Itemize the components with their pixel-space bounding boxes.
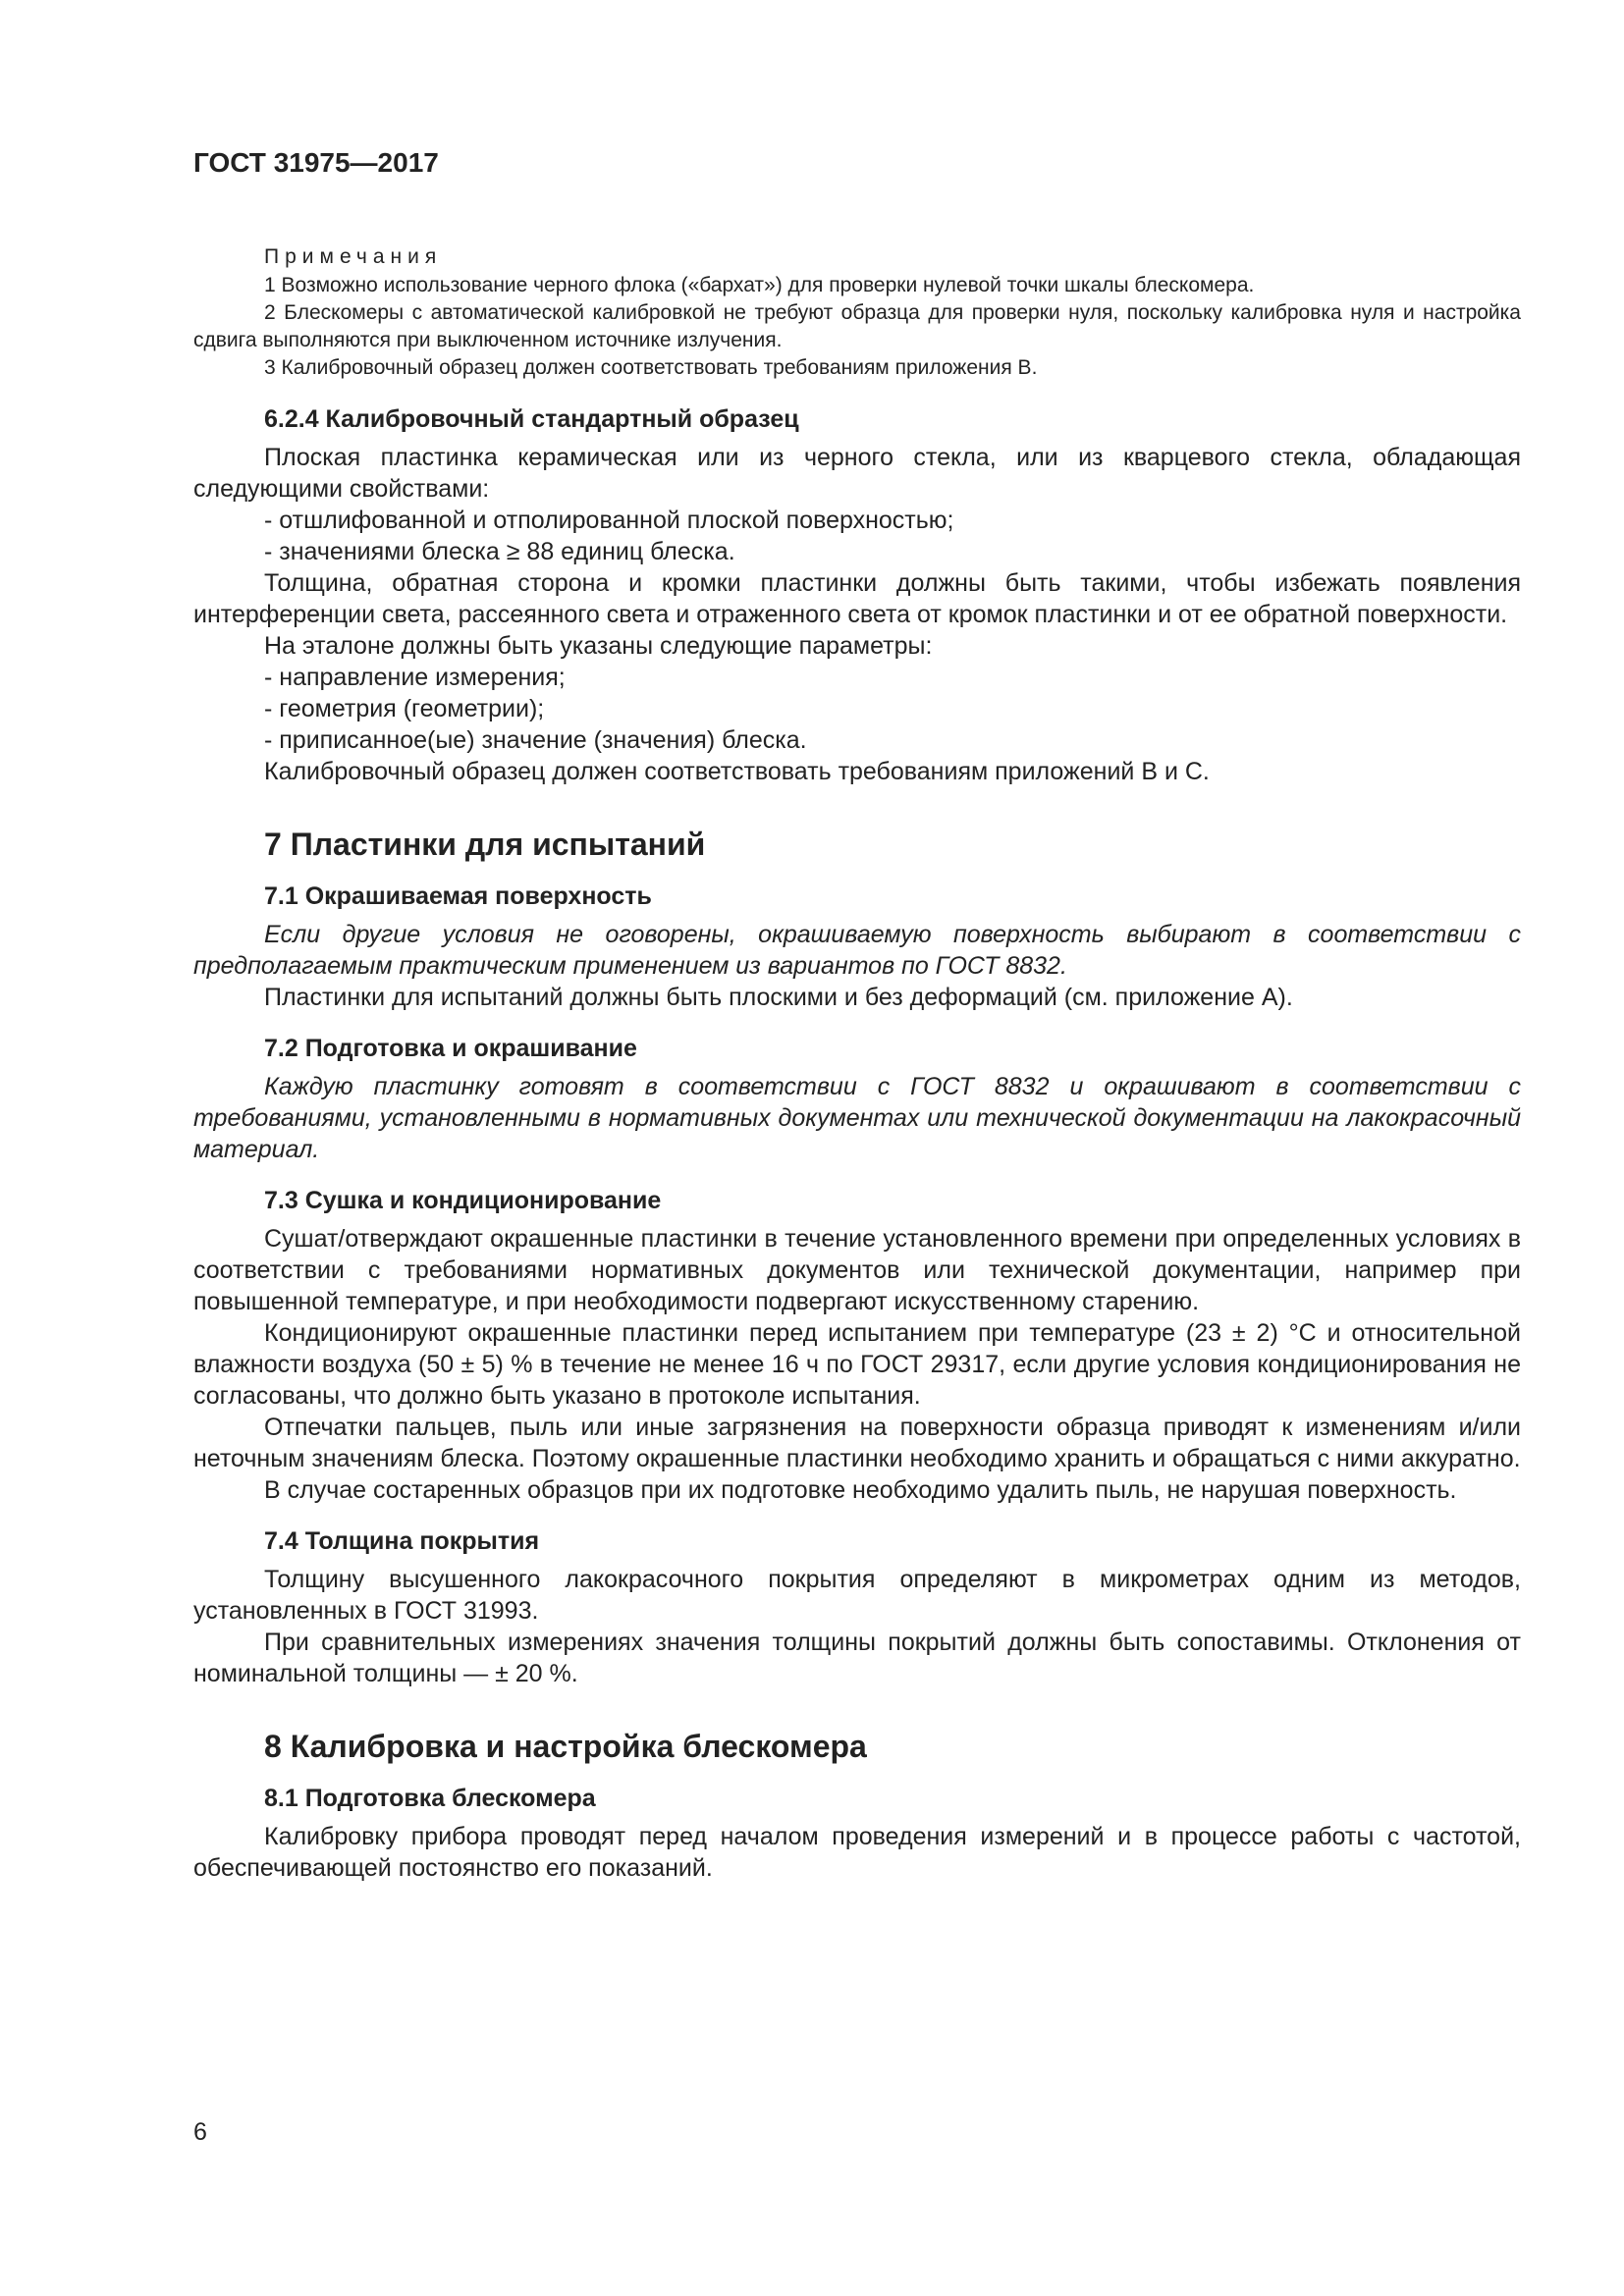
paragraph: Калибровочный образец должен соответствовать требованиям приложений В и С. [264,758,1210,785]
paragraph: Если другие условия не оговорены, окрашиваемую поверхность выбирают в соответствии с предполагаемым практическим применением из вариантов по ГОСТ 8832. [193,921,1521,980]
paragraph: На эталоне должны быть указаны следующие параметры: [264,632,933,660]
note-item: 2 Блескомеры с автоматической калибровкой не требуют образца для проверки нуля, поскольку калибровка нуля и настройка сдвига выполняются при выключенном источнике излучения. [193,301,1521,351]
paragraph: Отпечатки пальцев, пыль или иные загрязнения на поверхности образца приводят к изменениям и/или неточным значениям блеска. Поэтому окрашенные пластинки необходимо хранить и обращаться с ними аккуратно. [193,1414,1521,1472]
document-code: ГОСТ 31975—2017 [193,147,439,178]
section-heading-7: 7 Пластинки для испытаний [264,827,706,862]
section-heading-8-1: 8.1 Подготовка блескомера [264,1785,596,1812]
paragraph: Каждую пластинку готовят в соответствии с ГОСТ 8832 и окрашивают в соответствии с требованиями, установленными в нормативных документах или технической документации на лакокрасочный материал. [193,1073,1521,1163]
section-heading-6-2-4: 6.2.4 Калибровочный стандартный образец [264,405,799,433]
section-heading-8: 8 Калибровка и настройка блескомера [264,1729,867,1764]
paragraph: Калибровку прибора проводят перед началом проведения измерений и в процессе работы с частотой, обеспечивающей постоянство его показаний. [193,1823,1521,1882]
notes-title: Примечания [264,245,443,268]
paragraph: Кондиционируют окрашенные пластинки перед испытанием при температуре (23 ± 2) °С и относительной влажности воздуха (50 ± 5) % в течение не менее 16 ч по ГОСТ 29317, если другие условия кондиционирования не согласованы, что должно быть указано в протоколе испытания. [193,1319,1521,1410]
note-item: 3 Калибровочный образец должен соответствовать требованиям приложения В. [264,356,1038,379]
list-item: - приписанное(ые) значение (значения) блеска. [264,726,807,754]
paragraph: Плоская пластинка керамическая или из черного стекла, или из кварцевого стекла, обладающая следующими свойствами: [193,444,1521,503]
paragraph: Сушат/отверждают окрашенные пластинки в течение установленного времени при определенных условиях в соответствии с требованиями нормативных документов или технической документации, например при повышенной температуре, и при необходимости подвергают искусственному старению. [193,1225,1521,1315]
notes-block [193,245,1521,382]
section-heading-7-3: 7.3 Сушка и кондиционирование [264,1187,662,1214]
paragraph: При сравнительных измерениях значения толщины покрытий должны быть сопоставимы. Отклонения от номинальной толщины — ± 20 %. [193,1629,1521,1687]
page-number: 6 [193,2118,207,2146]
note-item: 1 Возможно использование черного флока («бархат») для проверки нулевой точки шкалы блескомера. [264,274,1255,296]
list-item: - значениями блеска ≥ 88 единиц блеска. [264,538,735,565]
paragraph: Толщина, обратная сторона и кромки пластинки должны быть такими, чтобы избежать появления интерференции света, рассеянного света и отраженного света от кромок пластинки и от ее обратной поверхности. [193,569,1521,628]
list-item: - отшлифованной и отполированной плоской поверхностью; [264,507,954,534]
section-heading-7-1: 7.1 Окрашиваемая поверхность [264,882,652,910]
paragraph: В случае состаренных образцов при их подготовке необходимо удалить пыль, не нарушая поверхность. [264,1476,1457,1504]
document-page [193,147,1521,1884]
section-heading-7-2: 7.2 Подготовка и окрашивание [264,1035,637,1062]
paragraph: Толщину высушенного лакокрасочного покрытия определяют в микрометрах одним из методов, установленных в ГОСТ 31993. [193,1566,1521,1625]
list-item: - геометрия (геометрии); [264,695,545,722]
list-item: - направление измерения; [264,664,566,691]
paragraph: Пластинки для испытаний должны быть плоскими и без деформаций (см. приложение А). [264,984,1293,1011]
section-heading-7-4: 7.4 Толщина покрытия [264,1527,540,1555]
